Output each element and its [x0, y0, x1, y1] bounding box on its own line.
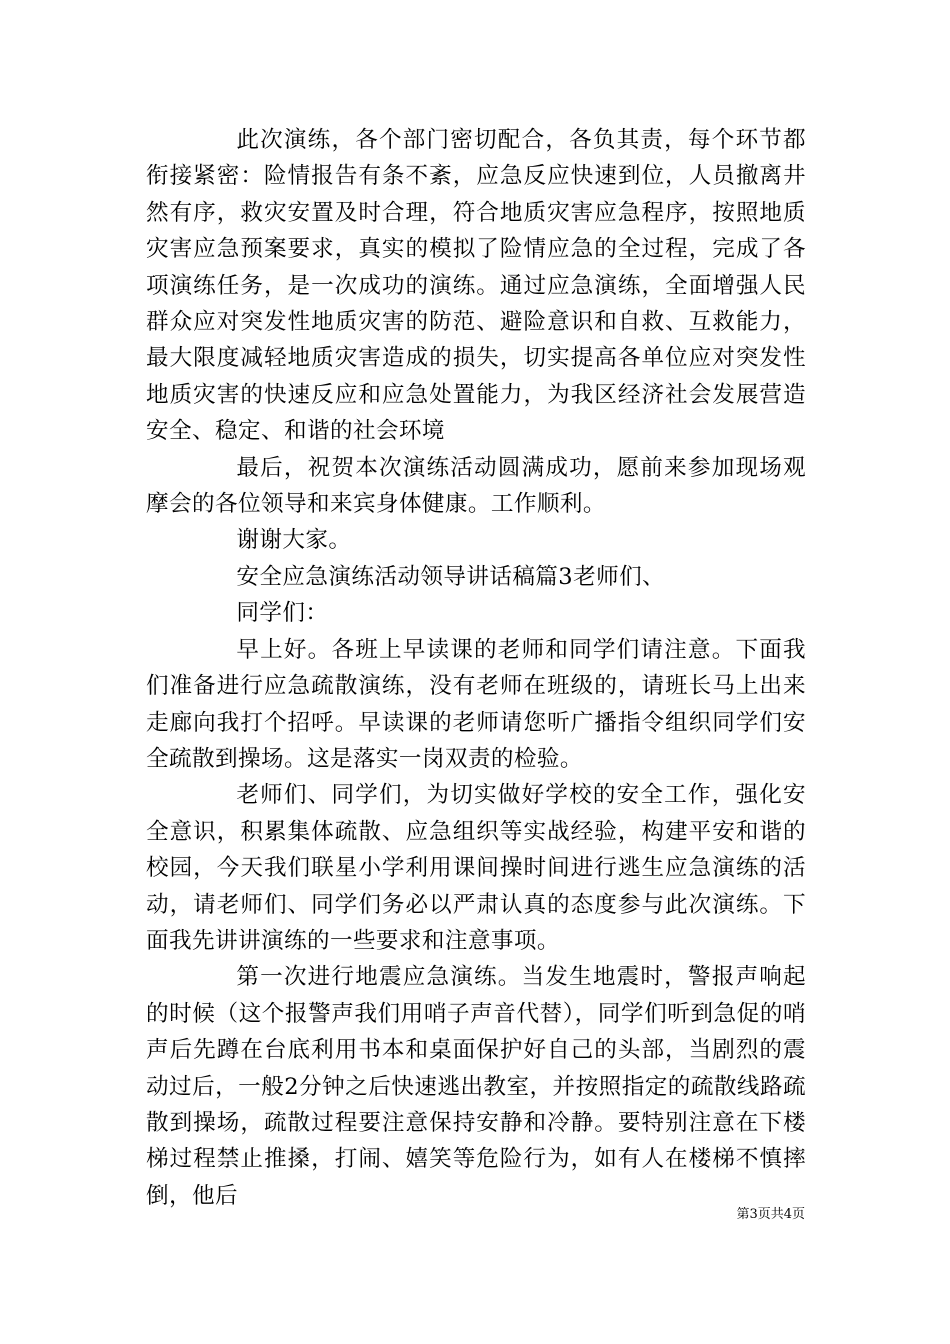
paragraph-drill-purpose: 老师们、同学们，为切实做好学校的安全工作，强化安全意识，积累集体疏散、应急组织等实战经验，构建平安和谐的校园，今天我们联星小学利用课间操时间进行逃生应急演练的活动，请老师们、同学们务必以严肃认真的态度参与此次演练。下面我先讲讲演练的一些要求和注意事项。 — [146, 782, 806, 954]
paragraph-thanks: 谢谢大家。 — [236, 527, 352, 554]
paragraph-closing-wishes: 最后，祝贺本次演练活动圆满成功，愿前来参加现场观摩会的各位领导和来宾身体健康。工作顺利。 — [146, 454, 806, 518]
paragraph-drill-summary: 此次演练，各个部门密切配合，各负其责，每个环节都衔接紧密：险情报告有条不紊，应急反应快速到位，人员撤离井然有序，救灾安置及时合理，符合地质灾害应急程序，按照地质灾害应急预案要求，真实的模拟了险情应急的全过程，完成了各项演练任务，是一次成功的演练。通过应急演练，全面增强人民群众应对突发性地质灾害的防范、避险意识和自救、互救能力，最大限度减轻地质灾害造成的损失，切实提高各单位应对突发性地质灾害的快速反应和应急处置能力，为我区经济社会发展营造安全、稳定、和谐的社会环境 — [146, 127, 806, 445]
paragraph-salutation: 同学们： — [236, 600, 329, 627]
section-heading-speech-3: 安全应急演练活动领导讲话稿篇3老师们、 — [236, 563, 666, 590]
paragraph-morning-greeting: 早上好。各班上早读课的老师和同学们请注意。下面我们准备进行应急疏散演练，没有老师在班级的，请班长马上出来走廊向我打个招呼。早读课的老师请您听广播指令组织同学们安全疏散到操场。这是落实一岗双责的检验。 — [146, 636, 806, 772]
paragraph-earthquake-drill: 第一次进行地震应急演练。当发生地震时，警报声响起的时候（这个报警声我们用哨子声音代替），同学们听到急促的哨声后先蹲在台底利用书本和桌面保护好自己的头部，当剧烈的震动过后，一般2分钟之后快速逃出教室，并按照指定的疏散线路疏散到操场，疏散过程要注意保持安静和冷静。要特别注意在下楼梯过程禁止推搡，打闹、嬉笑等危险行为，如有人在楼梯不慎摔倒，他后 — [146, 964, 806, 1209]
document-body — [146, 122, 806, 1214]
page-number-footer: 第3页共4页 — [736, 1207, 805, 1222]
